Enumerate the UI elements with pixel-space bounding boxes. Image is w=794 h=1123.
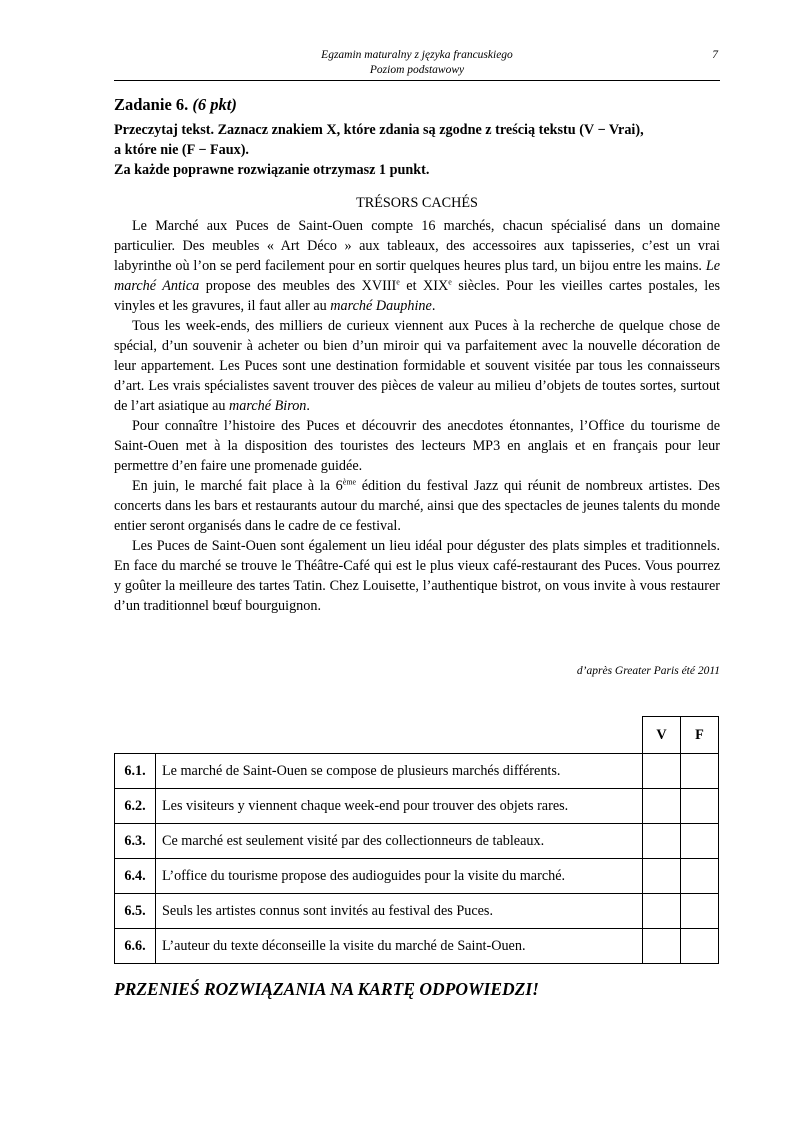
statement-number: 6.4. bbox=[115, 859, 156, 894]
reading-text-title: TRÉSORS CACHÉS bbox=[356, 195, 478, 211]
text-span: Le Marché aux Puces de Saint-Ouen compte 16 marchés, chacun spécialisé dans un domaine particulier. Des meubles « Art Déco » aux tableaux, des accessoires aux tapisseries, c’est un vrai labyrinthe où l’on se perd facilement pour en sortir quelques heures plus tard, un bijou entre les mains. bbox=[114, 218, 720, 274]
text-span: . bbox=[306, 398, 310, 414]
answer-cell-v[interactable] bbox=[643, 859, 681, 894]
true-false-table bbox=[114, 716, 719, 964]
table-row bbox=[115, 859, 719, 894]
text-source: d’après Greater Paris été 2011 bbox=[576, 665, 720, 677]
text-span: siècles. Pour les vieilles cartes postales, les vinyles et les gravures, il faut aller au bbox=[114, 278, 721, 314]
text-span: propose des meubles des XVIII bbox=[205, 278, 397, 294]
paragraph-1 bbox=[114, 216, 720, 316]
exam-level: Poziom podstawowy bbox=[369, 64, 465, 76]
statement-text: L’office du tourisme propose des audioguides pour la visite du marché. bbox=[156, 859, 643, 894]
table-row bbox=[115, 789, 719, 824]
answer-cell-v[interactable] bbox=[643, 789, 681, 824]
text-span: En juin, le marché fait place à la 6 bbox=[132, 478, 343, 494]
empty-header-cell bbox=[115, 717, 156, 754]
table-header-row bbox=[115, 717, 719, 754]
answer-cell-v[interactable] bbox=[643, 894, 681, 929]
page-header bbox=[114, 48, 720, 81]
statement-text: L’auteur du texte déconseille la visite du marché de Saint-Ouen. bbox=[156, 929, 643, 964]
empty-header-cell bbox=[156, 717, 643, 754]
instruction-line: Przeczytaj tekst. Zaznacz znakiem X, które zdania są zgodne z treścią tekstu (V − Vrai), bbox=[114, 122, 644, 138]
market-name: marché Dauphine bbox=[330, 298, 432, 314]
table-row bbox=[115, 894, 719, 929]
answer-cell-f[interactable] bbox=[681, 929, 719, 964]
statement-number: 6.5. bbox=[115, 894, 156, 929]
superscript: e bbox=[396, 277, 400, 287]
task-title bbox=[114, 95, 237, 115]
market-name: Le marché Antica bbox=[114, 258, 720, 294]
paragraph-2 bbox=[114, 316, 720, 416]
statement-number: 6.6. bbox=[115, 929, 156, 964]
column-header-faux: F bbox=[681, 717, 719, 754]
statement-text: Ce marché est seulement visité par des collectionneurs de tableaux. bbox=[156, 824, 643, 859]
text-span: et XIX bbox=[406, 278, 449, 294]
paragraph-3: Pour connaître l’histoire des Puces et découvrir des anecdotes étonnantes, l’Office du tourisme de Saint-Ouen met à la disposition des touristes des lecteurs MP3 en anglais et en français pour leur permettre d’en faire une promenade guidée. bbox=[114, 418, 720, 474]
statement-text: Le marché de Saint-Ouen se compose de plusieurs marchés différents. bbox=[156, 754, 643, 789]
answer-cell-f[interactable] bbox=[681, 754, 719, 789]
table-row bbox=[115, 824, 719, 859]
page-number: 7 bbox=[712, 49, 718, 61]
answer-cell-f[interactable] bbox=[681, 859, 719, 894]
statement-number: 6.1. bbox=[115, 754, 156, 789]
task-number: Zadanie 6. bbox=[114, 95, 189, 114]
reading-text bbox=[114, 216, 720, 616]
instruction-line: Za każde poprawne rozwiązanie otrzymasz 1 punkt. bbox=[114, 162, 430, 178]
instruction-line: a które nie (F − Faux). bbox=[114, 142, 249, 158]
task-instructions bbox=[114, 120, 720, 180]
text-span: édition du festival Jazz qui réunit de nombreux artistes. Des concerts dans les bars et restaurants autour du marché, ainsi que des spectacles de jeunes talents du monde entier seront organisés dans le cadre de ce festival. bbox=[114, 478, 721, 534]
answer-cell-f[interactable] bbox=[681, 894, 719, 929]
table-row bbox=[115, 929, 719, 964]
answer-cell-f[interactable] bbox=[681, 824, 719, 859]
text-span: . bbox=[431, 298, 436, 314]
column-header-vrai: V bbox=[643, 717, 681, 754]
answer-cell-v[interactable] bbox=[643, 754, 681, 789]
transfer-answers-notice: PRZENIEŚ ROZWIĄZANIA NA KARTĘ ODPOWIEDZI! bbox=[114, 979, 539, 999]
exam-title: Egzamin maturalny z języka francuskiego bbox=[321, 49, 513, 61]
superscript: ème bbox=[342, 477, 357, 487]
statement-text: Les visiteurs y viennent chaque week-end pour trouver des objets rares. bbox=[156, 789, 643, 824]
statement-number: 6.3. bbox=[115, 824, 156, 859]
market-name: marché Biron bbox=[229, 398, 307, 414]
text-span: Tous les week-ends, des milliers de curieux viennent aux Puces à la recherche de quelque chose de spécial, d’un souvenir à acheter ou bien d’un miroir qui va parfaitement avec la nouvelle décoration de leur appartement. Les Puces sont une destination formidable et souvent visitée par tous les connaisseurs d’art. Les vrais spécialistes savent trouver des pièces de valeur au milieu d’objets de toutes sortes, surtout de l’art asiatique au bbox=[114, 318, 720, 414]
answer-cell-f[interactable] bbox=[681, 789, 719, 824]
statement-number: 6.2. bbox=[115, 789, 156, 824]
task-points: (6 pkt) bbox=[192, 95, 237, 114]
table-row bbox=[115, 754, 719, 789]
paragraph-5: Les Puces de Saint-Ouen sont également un lieu idéal pour déguster des plats simples et traditionnels. En face du marché se trouve le Théâtre-Café qui est le plus vieux café-restaurant des Puces. Vous pourrez y goûter la meilleure des tartes Tatin. Chez Louisette, l’authentique bistrot, on vous invite à vous restaurer d’un traditionnel bœuf bourguignon. bbox=[114, 538, 720, 614]
paragraph-4 bbox=[114, 476, 720, 536]
answer-cell-v[interactable] bbox=[643, 929, 681, 964]
statement-text: Seuls les artistes connus sont invités au festival des Puces. bbox=[156, 894, 643, 929]
superscript: e bbox=[448, 277, 452, 287]
answer-cell-v[interactable] bbox=[643, 824, 681, 859]
